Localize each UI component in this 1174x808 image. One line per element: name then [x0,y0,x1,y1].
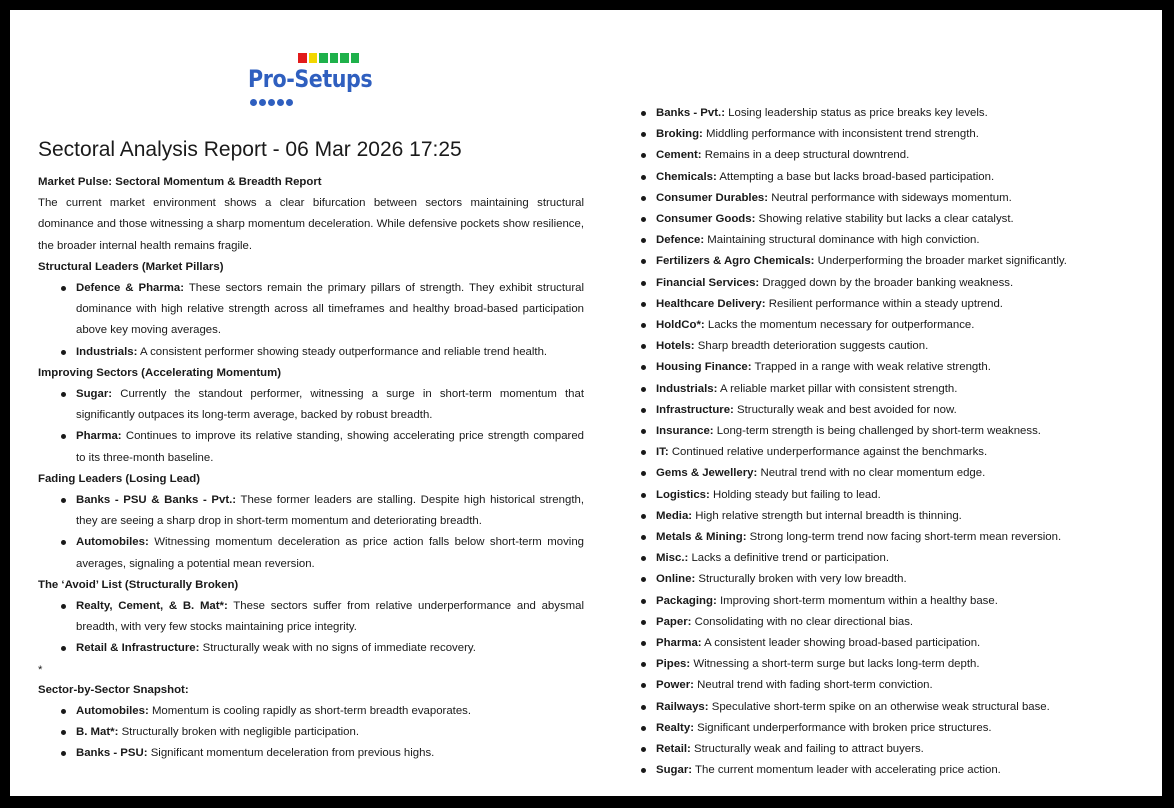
sector-item-consumer-goods [656,209,1136,230]
sector-description: Structurally weak and best avoided for now. [733,403,957,416]
sector-item-broking [656,124,1136,145]
sector-item-financial-services [656,273,1136,294]
sector-item-media [656,506,1136,527]
sector-label: Defence: [656,234,705,247]
sector-label: IT: [656,446,669,459]
sector-item-banks-psu [76,743,584,764]
sector-description: Attempting a base but lacks broad-based participation. [716,170,995,183]
sector-description: Maintaining structural dominance with high conviction. [704,234,980,247]
sector-description: Sharp breadth deterioration suggests caution. [694,340,929,353]
sector-label: Pharma: [656,637,702,650]
sector-label: Paper: [656,615,692,628]
section-list [38,384,584,469]
sector-item-consumer-durables [656,188,1136,209]
report-title: Sectoral Analysis Report - 06 Mar 2026 17:25 [38,138,462,161]
logo-text: Pro-Setups [248,65,373,93]
sector-item-logistics [656,485,1136,506]
sector-label: Logistics: [656,488,710,501]
sector-description: Witnessing momentum deceleration as price action falls below short-term moving averages, signaling a potential mean reversion. [76,536,584,570]
section-heading-improving-sectors-accelerating-momentum: Improving Sectors (Accelerating Momentum) [38,366,282,379]
sector-item-retail-infrastructure [76,638,584,659]
sector-item-automobiles [76,701,584,722]
sector-item-banks-pvt [656,103,1136,124]
sector-item-industrials [656,379,1136,400]
sector-label: Consumer Durables: [656,191,769,204]
sector-item-pharma [656,633,1136,654]
logo-bar [330,53,339,63]
market-pulse-text: The current market environment shows a clear bifurcation between sectors maintaining structural dominance and those witnessing a sharp momentum deceleration. While defensive pockets show resilience, the broader internal health remains fragile. [38,197,584,252]
sector-label: Realty, Cement, & B. Mat*: [76,600,228,613]
sector-description: These sectors remain the primary pillars of strength. They exhibit structural dominance with high relative strength across all timeframes and healthy broad-based participation above key moving averages. [76,282,585,337]
sector-label: Banks - PSU & Banks - Pvt.: [76,494,237,507]
separator-star: * [38,663,43,676]
sector-description: Structurally broken with negligible participation. [118,726,360,739]
sector-label: Fertilizers & Agro Chemicals: [656,255,815,268]
left-column [38,138,584,764]
sector-description: Currently the standout performer, witnessing a surge in short-term momentum that significantly outpaces its long-term average, backed by robust breadth. [76,388,584,422]
sector-label: Housing Finance: [656,361,752,374]
sector-description: Underperforming the broader market significantly. [814,255,1067,268]
sector-description: Neutral trend with fading short-term conviction. [693,679,933,692]
sector-label: Retail: [656,743,691,756]
sector-item-realty [656,718,1136,739]
section-heading-fading-leaders-losing-lead: Fading Leaders (Losing Lead) [38,472,201,485]
sector-description: Speculative short-term spike on an otherwise weak structural base. [708,700,1050,713]
sector-item-packaging [656,591,1136,612]
sector-description: Middling performance with inconsistent trend strength. [702,128,979,141]
sector-description: Lacks the momentum necessary for outperformance. [704,319,975,332]
sector-label: Sugar: [656,764,693,777]
sector-item-defence [656,230,1136,251]
sector-description: Lacks a definitive trend or participation. [688,552,889,565]
sector-item-pharma [76,426,584,468]
sector-label: Insurance: [656,425,714,438]
sector-label: Hotels: [656,340,695,353]
sector-label: Banks - PSU: [76,747,148,760]
sector-label: Gems & Jewellery: [656,467,758,480]
pro-setups-logo [248,53,374,111]
sector-description: Dragged down by the broader banking weakness. [759,276,1014,289]
sector-description: Long-term strength is being challenged by short-term weakness. [713,425,1041,438]
sector-description: Significant underperformance with broken price structures. [693,721,992,734]
sector-label: Financial Services: [656,276,760,289]
sector-description: Continued relative underperformance against the benchmarks. [668,446,988,459]
sector-description: Structurally broken with very low breadth. [695,573,907,586]
logo-dots [250,99,293,106]
sector-label: Pipes: [656,658,691,671]
sector-label: HoldCo*: [656,319,705,332]
sector-label: Industrials: [656,382,718,395]
sector-description: Consolidating with no clear directional bias. [691,615,914,628]
sector-label: Media: [656,509,693,522]
sector-item-hotels [656,336,1136,357]
sector-item-banks-psu-banks-pvt [76,490,584,532]
sector-description: The current momentum leader with accelerating price action. [692,764,1001,777]
sector-label: Railways: [656,700,709,713]
sector-label: B. Mat*: [76,726,119,739]
sector-item-housing-finance [656,357,1136,378]
sector-label: Misc.: [656,552,689,565]
sector-description: Continues to improve its relative standing, showing accelerating price strength compared to its three-month baseline. [76,430,584,464]
sector-item-power [656,675,1136,696]
sector-item-retail [656,739,1136,760]
sector-label: Healthcare Delivery: [656,297,766,310]
sector-description: Showing relative stability but lacks a clear catalyst. [755,213,1014,226]
section-heading-the-avoid-list-structurally-broken: The ‘Avoid’ List (Structurally Broken) [38,578,239,591]
logo-bar [340,53,349,63]
sector-description: Holding steady but failing to lead. [709,488,881,501]
sector-label: Defence & Pharma: [76,282,185,295]
sector-item-fertilizers-agro-chemicals [656,251,1136,272]
sector-description: Improving short-term momentum within a healthy base. [716,594,998,607]
sector-description: A consistent performer showing steady outperformance and reliable trend health. [137,345,548,358]
section-list [38,490,584,575]
sector-description: Neutral performance with sideways momentum. [768,191,1012,204]
sector-item-metals-mining [656,527,1136,548]
sector-item-healthcare-delivery [656,294,1136,315]
sector-description: Structurally weak and failing to attract buyers. [690,743,924,756]
analysis-sections [38,257,584,660]
sector-label: Industrials: [76,345,138,358]
sector-label: Automobiles: [76,704,149,717]
sector-item-misc [656,548,1136,569]
sector-label: Sugar: [76,388,113,401]
sector-description: A reliable market pillar with consistent strength. [717,382,958,395]
sector-item-gems-jewellery [656,463,1136,484]
right-column [656,103,1136,782]
sector-label: Infrastructure: [656,403,734,416]
sector-description: These sectors suffer from relative underperformance and abysmal breadth, with very few stocks maintaining price integrity. [76,600,584,634]
sector-label: Broking: [656,128,703,141]
sector-item-chemicals [656,167,1136,188]
report-page [8,8,1164,798]
sector-description: High relative strength but internal breadth is thinning. [692,509,962,522]
snapshot-list-left [38,701,584,765]
sector-item-industrials [76,342,584,363]
sector-description: Losing leadership status as price breaks key levels. [725,107,988,119]
sector-item-sugar [76,384,584,426]
section-heading-structural-leaders-market-pillars: Structural Leaders (Market Pillars) [38,260,224,273]
sector-item-cement [656,145,1136,166]
sector-description: These former leaders are stalling. Despite high historical strength, they are seeing a sharp drop in short-term momentum and deteriorating breadth. [76,494,584,528]
sector-label: Banks - Pvt.: [656,107,725,119]
sector-item-insurance [656,421,1136,442]
sector-label: Retail & Infrastructure: [76,642,200,655]
sector-item-online [656,569,1136,590]
sector-label: Packaging: [656,594,717,607]
section-list [38,596,584,660]
sector-description: Momentum is cooling rapidly as short-term breadth evaporates. [148,704,472,717]
sector-description: Resilient performance within a steady uptrend. [765,297,1003,310]
sector-description: Significant momentum deceleration from previous highs. [147,747,435,760]
sector-description: Witnessing a short-term surge but lacks long-term depth. [690,658,980,671]
snapshot-list-right [656,103,1136,782]
sector-label: Pharma: [76,430,122,443]
sector-label: Chemicals: [656,170,717,183]
logo-bar [298,53,307,63]
sector-label: Automobiles: [76,536,149,549]
sector-label: Online: [656,573,696,586]
sector-description: Trapped in a range with weak relative strength. [751,361,991,374]
sector-description: Neutral trend with no clear momentum edge. [757,467,986,480]
logo-bar [319,53,328,63]
sector-item-automobiles [76,532,584,574]
logo-bar [351,53,360,63]
sector-item-sugar [656,760,1136,781]
sector-item-defence-pharma [76,278,584,342]
sector-label: Consumer Goods: [656,213,756,226]
market-pulse-heading: Market Pulse: Sectoral Momentum & Breadth Report [38,176,322,188]
sector-label: Metals & Mining: [656,531,747,544]
sector-description: Strong long-term trend now facing short-term mean reversion. [746,531,1062,544]
sector-item-pipes [656,654,1136,675]
sector-item-realty-cement-b-mat [76,596,584,638]
logo-color-bars [298,53,359,63]
sector-label: Realty: [656,721,694,734]
sector-label: Cement: [656,149,702,162]
sector-description: A consistent leader showing broad-based participation. [701,637,981,650]
sector-item-holdco [656,315,1136,336]
sector-description: Structurally weak with no signs of immediate recovery. [199,642,476,655]
sector-description: Remains in a deep structural downtrend. [701,149,910,162]
snapshot-heading: Sector-by-Sector Snapshot: [38,683,189,696]
sector-item-it [656,442,1136,463]
sector-item-paper [656,612,1136,633]
section-list [38,278,584,363]
sector-label: Power: [656,679,694,692]
logo-bar [309,53,318,63]
sector-item-infrastructure [656,400,1136,421]
sector-item-b-mat [76,722,584,743]
sector-item-railways [656,697,1136,718]
